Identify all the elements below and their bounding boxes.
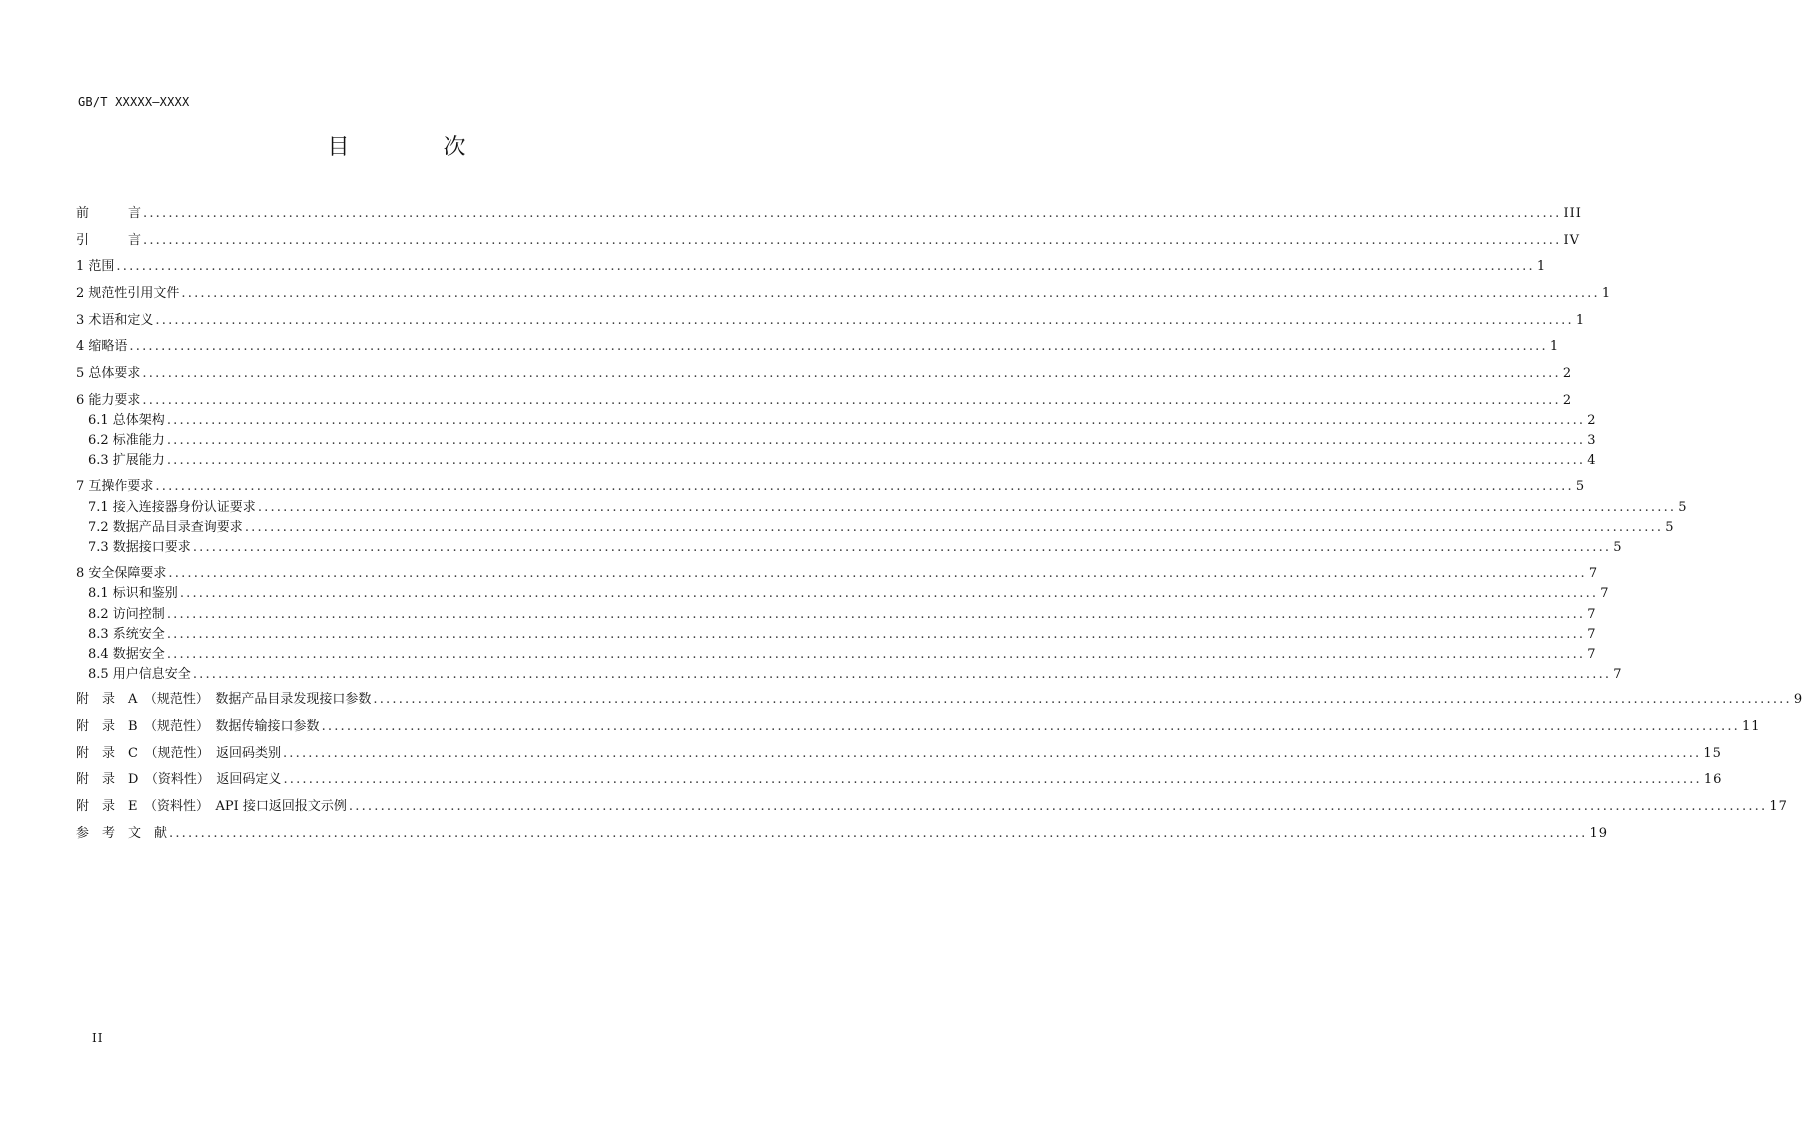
toc-item-page: 7 <box>1587 627 1597 642</box>
toc-item-label: 8.4 数据安全 <box>88 647 165 662</box>
toc-leader: ................................................................................................................................................................................................................................ <box>166 627 1586 642</box>
page-title: 目 次 <box>327 135 502 160</box>
toc-item-label: 6 能力要求 <box>76 393 141 408</box>
toc-item-label: 7 互操作要求 <box>76 479 154 494</box>
toc-item-label: 4 缩略语 <box>76 339 128 354</box>
toc-item-7-1[interactable] <box>76 499 1688 517</box>
toc-item-page: 1 <box>1601 286 1612 301</box>
toc-item-6[interactable] <box>76 392 1573 410</box>
toc-item-8-1[interactable] <box>76 585 1610 603</box>
toc-leader: ................................................................................................................................................................................................................................ <box>321 719 1741 734</box>
toc-leader: ................................................................................................................................................................................................................................ <box>129 339 1548 354</box>
toc-item-label: 6.2 标准能力 <box>88 433 165 448</box>
toc-item-label: 8 安全保障要求 <box>76 566 167 581</box>
toc-item-7-2[interactable] <box>76 519 1675 537</box>
toc-leader: ................................................................................................................................................................................................................................ <box>155 313 1574 328</box>
toc-item-label: 6.1 总体架构 <box>88 413 165 428</box>
toc-item-6-3[interactable] <box>76 452 1597 470</box>
toc-leader: ................................................................................................................................................................................................................................ <box>166 453 1586 468</box>
toc-leader: ................................................................................................................................................................................................................................ <box>143 206 1562 221</box>
toc-item-page: 1 <box>1549 339 1560 354</box>
toc-item-8-3[interactable] <box>76 626 1597 644</box>
toc-item-label: 附 录 C （规范性） 返回码类别 <box>76 746 281 761</box>
toc-item-7[interactable] <box>76 478 1586 496</box>
toc-item-page: 4 <box>1587 453 1597 468</box>
toc-item-label: 前 言 <box>76 206 142 221</box>
toc-item-label: 8.3 系统安全 <box>88 627 165 642</box>
toc-leader: ................................................................................................................................................................................................................................ <box>166 607 1586 622</box>
toc-item-page: 7 <box>1587 607 1597 622</box>
toc-item-foreword[interactable] <box>76 205 1582 223</box>
toc-leader: ................................................................................................................................................................................................................................ <box>168 566 1587 581</box>
toc-item-page: 1 <box>1536 259 1547 274</box>
toc-item-page: 15 <box>1703 746 1722 761</box>
toc-leader: ................................................................................................................................................................................................................................ <box>181 286 1600 301</box>
toc-item-page: 7 <box>1600 586 1610 601</box>
toc-leader: ................................................................................................................................................................................................................................ <box>282 746 1702 761</box>
toc-item-label: 1 范围 <box>76 259 115 274</box>
toc-item-6-2[interactable] <box>76 432 1597 450</box>
toc-leader: ................................................................................................................................................................................................................................ <box>348 799 1768 814</box>
toc-leader: ................................................................................................................................................................................................................................ <box>116 259 1535 274</box>
toc-item-page: 2 <box>1587 413 1597 428</box>
toc-item-page: 5 <box>1678 500 1688 515</box>
toc-item-label: 2 规范性引用文件 <box>76 286 180 301</box>
toc-leader: ................................................................................................................................................................................................................................ <box>166 647 1586 662</box>
toc-item-label: 8.2 访问控制 <box>88 607 165 622</box>
toc-item-page: 7 <box>1588 566 1599 581</box>
toc-item-8[interactable] <box>76 565 1599 583</box>
toc-item-label: 引 言 <box>76 233 142 248</box>
toc-item-page: 2 <box>1562 366 1573 381</box>
toc-item-6-1[interactable] <box>76 412 1597 430</box>
toc-item-label: 附 录 A （规范性） 数据产品目录发现接口参数 <box>76 692 372 707</box>
toc-item-appendix-c[interactable] <box>76 745 1722 763</box>
toc-leader: ................................................................................................................................................................................................................................ <box>143 233 1562 248</box>
toc-leader: ................................................................................................................................................................................................................................ <box>244 520 1664 535</box>
toc-item-introduction[interactable] <box>76 232 1580 250</box>
toc-item-appendix-e[interactable] <box>76 798 1788 816</box>
toc-leader: ................................................................................................................................................................................................................................ <box>166 413 1586 428</box>
toc-leader: ................................................................................................................................................................................................................................ <box>373 692 1792 707</box>
toc-item-label: 附 录 E （资料性） API 接口返回报文示例 <box>76 799 347 814</box>
toc-item-label: 7.1 接入连接器身份认证要求 <box>88 500 256 515</box>
toc-item-label: 7.3 数据接口要求 <box>88 540 191 555</box>
toc-item-8-4[interactable] <box>76 646 1597 664</box>
toc-leader: ................................................................................................................................................................................................................................ <box>192 667 1612 682</box>
toc-item-page: 1 <box>1575 313 1586 328</box>
toc-item-label: 附 录 D （资料性） 返回码定义 <box>76 772 282 787</box>
toc-item-label: 附 录 B （规范性） 数据传输接口参数 <box>76 719 320 734</box>
toc-leader: ................................................................................................................................................................................................................................ <box>142 366 1561 381</box>
toc-item-1[interactable] <box>76 258 1547 276</box>
toc-item-label: 5 总体要求 <box>76 366 141 381</box>
toc-item-page: 17 <box>1769 799 1788 814</box>
toc-leader: ................................................................................................................................................................................................................................ <box>179 586 1599 601</box>
toc-item-page: IV <box>1563 233 1580 248</box>
toc-item-page: 5 <box>1575 479 1586 494</box>
toc-item-page: 7 <box>1613 667 1623 682</box>
toc-item-appendix-a[interactable] <box>76 691 1803 709</box>
page-number: II <box>92 1031 104 1045</box>
toc-leader: ................................................................................................................................................................................................................................ <box>142 393 1561 408</box>
toc-item-label: 7.2 数据产品目录查询要求 <box>88 520 243 535</box>
toc-item-page: 5 <box>1665 520 1675 535</box>
toc-item-2[interactable] <box>76 285 1612 303</box>
standard-code: GB/T XXXXX—XXXX <box>78 95 190 109</box>
toc-item-page: 2 <box>1562 393 1573 408</box>
toc-item-label: 6.3 扩展能力 <box>88 453 165 468</box>
toc-leader: ................................................................................................................................................................................................................................ <box>257 500 1677 515</box>
toc-item-8-5[interactable] <box>76 666 1623 684</box>
toc-item-label: 3 术语和定义 <box>76 313 154 328</box>
toc-item-label: 参 考 文 献 <box>76 826 168 841</box>
toc-leader: ................................................................................................................................................................................................................................ <box>192 540 1612 555</box>
toc-item-appendix-b[interactable] <box>76 718 1761 736</box>
toc-item-page: 5 <box>1613 540 1623 555</box>
toc-item-page: 11 <box>1742 719 1761 734</box>
toc-item-page: 7 <box>1587 647 1597 662</box>
toc-item-page: 19 <box>1589 826 1609 841</box>
toc-item-page: 16 <box>1703 772 1723 787</box>
toc-item-appendix-d[interactable] <box>76 771 1723 789</box>
toc-item-7-3[interactable] <box>76 539 1623 557</box>
toc-item-page: 9 <box>1793 692 1803 707</box>
toc-item-page: 3 <box>1587 433 1597 448</box>
toc-item-3[interactable] <box>76 312 1586 330</box>
toc-item-label: 8.1 标识和鉴别 <box>88 586 178 601</box>
toc-leader: ................................................................................................................................................................................................................................ <box>166 433 1586 448</box>
toc-item-8-2[interactable] <box>76 606 1597 624</box>
toc-item-label: 8.5 用户信息安全 <box>88 667 191 682</box>
toc-leader: ................................................................................................................................................................................................................................ <box>169 826 1588 841</box>
toc-item-references[interactable] <box>76 825 1609 843</box>
toc-item-4[interactable] <box>76 338 1560 356</box>
toc-leader: ................................................................................................................................................................................................................................ <box>155 479 1574 494</box>
toc-item-page: III <box>1563 206 1582 221</box>
toc-leader: ................................................................................................................................................................................................................................ <box>283 772 1702 787</box>
toc-item-5[interactable] <box>76 365 1573 383</box>
